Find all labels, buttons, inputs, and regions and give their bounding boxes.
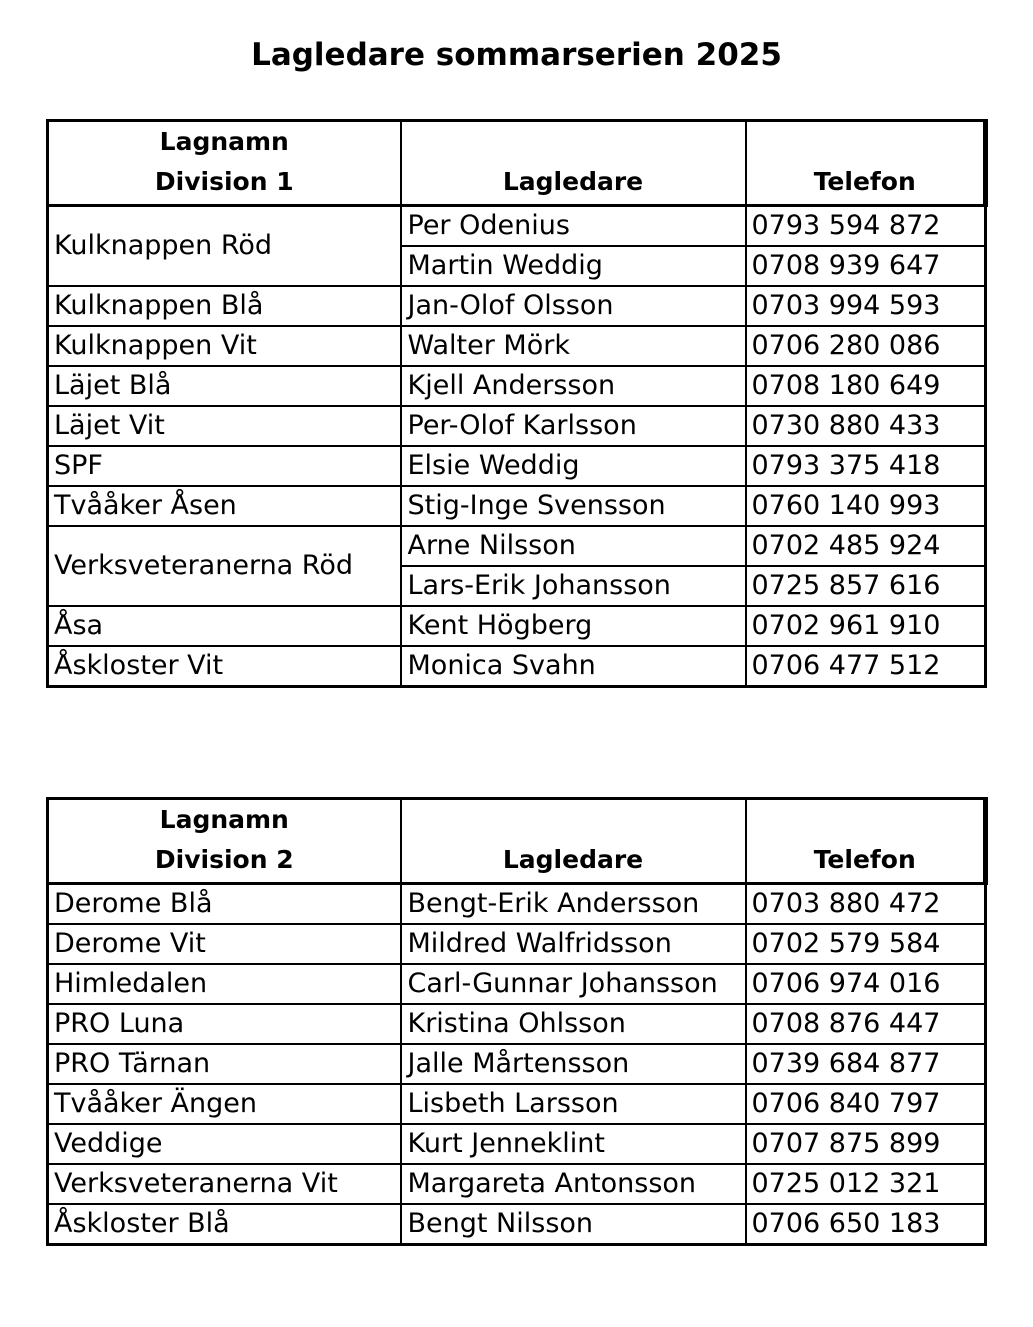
table-row <box>48 964 986 1004</box>
phone-cell: 0706 650 183 <box>746 1204 986 1245</box>
division-1-body <box>48 206 986 687</box>
leader-name-cell: Lisbeth Larsson <box>401 1084 746 1124</box>
phone-cell: 0708 939 647 <box>746 246 986 286</box>
leader-name-cell: Jan-Olof Olsson <box>401 286 746 326</box>
table-row <box>48 1004 986 1044</box>
division-2-body <box>48 884 986 1245</box>
table-row <box>48 1204 986 1245</box>
phone-cell: 0707 875 899 <box>746 1124 986 1164</box>
table-row <box>48 924 986 964</box>
team-name-cell: Veddige <box>48 1124 401 1164</box>
leader-name-cell: Walter Mörk <box>401 326 746 366</box>
team-name-cell: Läjet Blå <box>48 366 401 406</box>
leader-column-header: Lagledare <box>401 121 746 206</box>
division-label: Division 1 <box>154 167 294 196</box>
phone-cell: 0702 579 584 <box>746 924 986 964</box>
team-name-cell: Läjet Vit <box>48 406 401 446</box>
header-row <box>48 121 986 206</box>
phone-cell: 0708 876 447 <box>746 1004 986 1044</box>
leader-name-cell: Kurt Jenneklint <box>401 1124 746 1164</box>
phone-cell: 0730 880 433 <box>746 406 986 446</box>
phone-cell: 0725 012 321 <box>746 1164 986 1204</box>
division-2-table <box>46 797 988 1246</box>
phone-column-header: Telefon <box>746 121 986 206</box>
phone-cell: 0793 594 872 <box>746 206 986 247</box>
phone-cell: 0725 857 616 <box>746 566 986 606</box>
header-row <box>48 799 986 884</box>
table-row <box>48 486 986 526</box>
table-row <box>48 406 986 446</box>
phone-cell: 0739 684 877 <box>746 1044 986 1084</box>
leader-name-cell: Carl-Gunnar Johansson <box>401 964 746 1004</box>
team-name-cell: Derome Vit <box>48 924 401 964</box>
phone-cell: 0706 477 512 <box>746 646 986 687</box>
team-name-cell: SPF <box>48 446 401 486</box>
team-name-cell: Åskloster Blå <box>48 1204 401 1245</box>
team-name-cell: Kulknappen Blå <box>48 286 401 326</box>
team-name-cell: PRO Luna <box>48 1004 401 1044</box>
table-row <box>48 326 986 366</box>
table-row <box>48 646 986 687</box>
leader-name-cell: Elsie Weddig <box>401 446 746 486</box>
team-name-cell: PRO Tärnan <box>48 1044 401 1084</box>
leader-name-cell: Monica Svahn <box>401 646 746 687</box>
team-name-cell: Åskloster Vit <box>48 646 401 687</box>
phone-cell: 0793 375 418 <box>746 446 986 486</box>
division-label: Division 2 <box>154 845 294 874</box>
phone-cell: 0703 880 472 <box>746 884 986 925</box>
team-header-label: Lagnamn <box>159 127 289 156</box>
table-row <box>48 1124 986 1164</box>
phone-cell: 0708 180 649 <box>746 366 986 406</box>
phone-cell: 0760 140 993 <box>746 486 986 526</box>
leader-name-cell: Per-Olof Karlsson <box>401 406 746 446</box>
phone-cell: 0702 961 910 <box>746 606 986 646</box>
phone-cell: 0706 840 797 <box>746 1084 986 1124</box>
phone-cell: 0706 280 086 <box>746 326 986 366</box>
table-row <box>48 1044 986 1084</box>
leader-name-cell: Arne Nilsson <box>401 526 746 566</box>
leader-name-cell: Kjell Andersson <box>401 366 746 406</box>
leader-name-cell: Martin Weddig <box>401 246 746 286</box>
leader-name-cell: Lars-Erik Johansson <box>401 566 746 606</box>
leader-name-cell: Stig-Inge Svensson <box>401 486 746 526</box>
team-name-cell: Derome Blå <box>48 884 401 925</box>
team-name-cell: Kulknappen Röd <box>48 206 401 287</box>
team-name-cell: Kulknappen Vit <box>48 326 401 366</box>
leader-name-cell: Jalle Mårtensson <box>401 1044 746 1084</box>
table-row <box>48 1164 986 1204</box>
team-name-cell: Åsa <box>48 606 401 646</box>
table-row <box>48 526 986 566</box>
division-1-table <box>46 119 988 688</box>
team-name-cell: Verksveteranerna Vit <box>48 1164 401 1204</box>
leader-name-cell: Kristina Ohlsson <box>401 1004 746 1044</box>
team-header-label: Lagnamn <box>159 805 289 834</box>
team-name-cell: Himledalen <box>48 964 401 1004</box>
phone-column-header: Telefon <box>746 799 986 884</box>
table-row <box>48 1084 986 1124</box>
team-column-header <box>48 121 401 206</box>
leader-column-header: Lagledare <box>401 799 746 884</box>
leader-name-cell: Per Odenius <box>401 206 746 247</box>
team-name-cell: Tvååker Åsen <box>48 486 401 526</box>
table-row <box>48 606 986 646</box>
team-name-cell: Tvååker Ängen <box>48 1084 401 1124</box>
phone-cell: 0702 485 924 <box>746 526 986 566</box>
table-row <box>48 286 986 326</box>
table-row <box>48 446 986 486</box>
table-row <box>48 206 986 247</box>
leader-name-cell: Mildred Walfridsson <box>401 924 746 964</box>
phone-cell: 0703 994 593 <box>746 286 986 326</box>
leader-name-cell: Margareta Antonsson <box>401 1164 746 1204</box>
phone-cell: 0706 974 016 <box>746 964 986 1004</box>
team-column-header <box>48 799 401 884</box>
table-row <box>48 366 986 406</box>
table-row <box>48 884 986 925</box>
team-name-cell: Verksveteranerna Röd <box>48 526 401 606</box>
leader-name-cell: Bengt-Erik Andersson <box>401 884 746 925</box>
page-title: Lagledare sommarserien 2025 <box>251 37 782 73</box>
leader-name-cell: Bengt Nilsson <box>401 1204 746 1245</box>
leader-name-cell: Kent Högberg <box>401 606 746 646</box>
